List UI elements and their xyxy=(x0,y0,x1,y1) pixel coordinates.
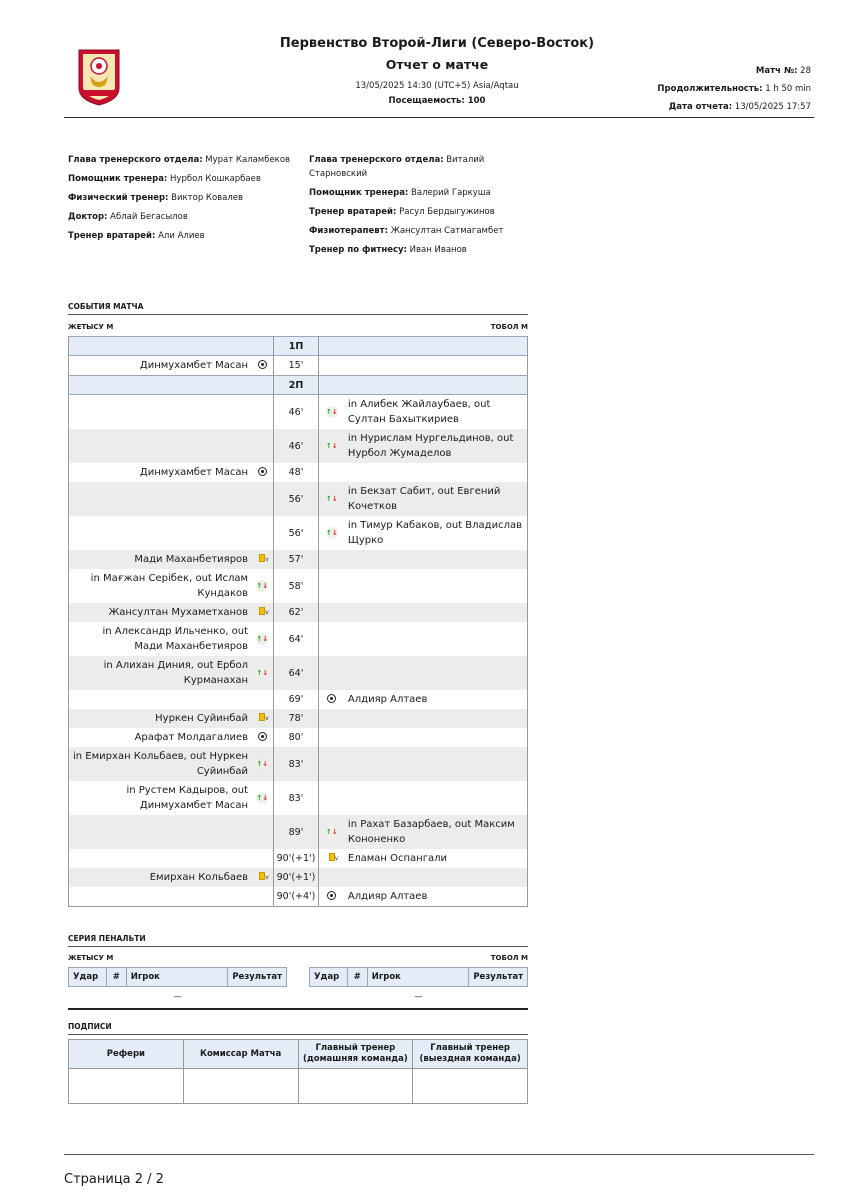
match-duration: Продолжительность: 1 h 50 min xyxy=(657,84,811,94)
event-row xyxy=(69,482,528,516)
event-away-text: Алдияр Алтаев xyxy=(347,891,428,902)
sig-commissioner-box[interactable] xyxy=(183,1069,298,1104)
event-away-icon xyxy=(319,482,344,516)
event-away-icon xyxy=(319,463,344,482)
event-away-icon xyxy=(319,690,344,709)
event-away-icon xyxy=(319,709,344,728)
event-away-text xyxy=(344,622,528,656)
event-home-icon xyxy=(252,728,273,747)
event-home-text: Нуркен Суйинбай xyxy=(69,709,253,728)
col-result: Результат xyxy=(228,968,287,987)
penalty-away-table xyxy=(309,967,528,1007)
goal-icon xyxy=(258,467,267,476)
events-team-row xyxy=(68,323,528,331)
substitution-icon: ↑↓ xyxy=(256,582,269,590)
staff-item: Тренер вратарей: Расул Бердыгужинов xyxy=(309,206,495,217)
staff-item: Глава тренерского отдела: Мурат Каламбеков xyxy=(68,154,291,165)
event-away-icon xyxy=(319,550,344,569)
event-minute: 69' xyxy=(273,690,319,709)
sig-home-coach-header: Главный тренер (домашняя команда) xyxy=(298,1040,413,1069)
event-row xyxy=(69,656,528,690)
event-home-text: Мади Маханбетияров xyxy=(69,550,253,569)
events-section-title: СОБЫТИЯ МАТЧА xyxy=(68,302,528,315)
col-number: # xyxy=(347,968,367,987)
event-home-text: Арафат Молдагалиев xyxy=(134,732,249,743)
event-minute: 89' xyxy=(273,815,319,849)
event-row xyxy=(69,622,528,656)
away-team-name: ТОБОЛ М xyxy=(490,323,528,331)
substitution-icon: ↑↓ xyxy=(325,408,338,416)
event-row xyxy=(69,356,528,376)
event-row xyxy=(69,395,528,430)
event-row xyxy=(69,569,528,603)
yellow-card-icon xyxy=(259,872,265,880)
yellow-card-icon xyxy=(259,713,265,721)
staff-item: Тренер вратарей: Али Алиев xyxy=(68,230,205,241)
event-home-icon xyxy=(252,781,273,815)
match-number: Матч №: 28 xyxy=(755,66,811,76)
event-away-text xyxy=(344,747,528,781)
event-row xyxy=(69,728,528,747)
event-minute: 83' xyxy=(273,747,319,781)
event-home-text xyxy=(69,429,253,463)
event-home-icon xyxy=(252,463,273,482)
event-home-text: in Александр Ильченко, out Мади Маханбетияров xyxy=(102,626,249,652)
yellow-card-icon xyxy=(259,554,265,562)
signatures-section-title: ПОДПИСИ xyxy=(68,1022,528,1035)
event-minute: 58' xyxy=(273,569,319,603)
event-minute: 15' xyxy=(273,356,319,376)
goal-icon xyxy=(327,694,336,703)
event-away-text: Еламан Оспангали xyxy=(347,853,447,864)
home-team-name: ЖЕТЫСУ М xyxy=(68,323,114,331)
event-away-text xyxy=(344,656,528,690)
signatures-table xyxy=(68,1039,528,1104)
event-home-icon xyxy=(252,569,273,603)
home-staff-list xyxy=(68,150,300,245)
penalty-team-row xyxy=(68,954,528,962)
report-header xyxy=(64,30,814,118)
staff-item: Помощник тренера: Нурбол Кошкарбаев xyxy=(68,173,261,184)
penalty-section-title: СЕРИЯ ПЕНАЛЬТИ xyxy=(68,934,528,947)
event-row xyxy=(69,887,528,907)
event-minute: 62' xyxy=(273,603,319,622)
period-row xyxy=(69,376,528,395)
event-home-icon xyxy=(252,849,273,868)
event-row xyxy=(69,429,528,463)
event-home-text: in Мағжан Серібек, out Ислам Кундаков xyxy=(90,573,249,599)
substitution-icon: ↑↓ xyxy=(325,495,338,503)
report-subtitle: Отчет о матче xyxy=(385,57,489,72)
substitution-icon: ↑↓ xyxy=(256,635,269,643)
col-kick: Удар xyxy=(69,968,107,987)
event-row xyxy=(69,709,528,728)
event-row xyxy=(69,815,528,849)
event-minute: 48' xyxy=(273,463,319,482)
event-home-text xyxy=(69,815,253,849)
attendance: Посещаемость: 100 xyxy=(388,96,486,106)
period-label: 1П xyxy=(273,337,319,356)
event-away-icon xyxy=(319,849,344,868)
away-staff-list xyxy=(309,150,524,259)
event-away-text xyxy=(344,356,528,376)
event-minute: 46' xyxy=(273,395,319,430)
event-home-icon xyxy=(252,747,273,781)
event-home-text: Динмухамбет Масан xyxy=(139,360,249,371)
period-row xyxy=(69,337,528,356)
event-away-text: in Алибек Жайлаубаев, out Султан Бахыткириев xyxy=(347,399,491,425)
sig-referee-header: Рефери xyxy=(69,1040,184,1069)
staff-item: Физический тренер: Виктор Ковалев xyxy=(68,192,244,203)
tournament-title: Первенство Второй-Лиги (Северо-Восток) xyxy=(279,36,595,51)
col-number: # xyxy=(106,968,126,987)
event-away-icon xyxy=(319,868,344,887)
event-away-icon xyxy=(319,603,344,622)
event-home-icon xyxy=(252,709,273,728)
goal-icon xyxy=(258,360,267,369)
staff-item: Физиотерапевт: Жансултан Сатмагамбет xyxy=(309,225,504,236)
staff-item: Тренер по фитнесу: Иван Иванов xyxy=(309,244,467,255)
event-home-text: Жансултан Мухаметханов xyxy=(69,603,253,622)
events-table xyxy=(68,336,528,907)
event-home-icon xyxy=(252,656,273,690)
yellow-card-icon xyxy=(329,853,335,861)
event-away-text: in Нурислам Нургельдинов, out Нурбол Жумаделов xyxy=(344,429,528,463)
goal-icon xyxy=(327,891,336,900)
page-number: Страница 2 / 2 xyxy=(64,1172,164,1187)
event-away-icon xyxy=(319,781,344,815)
event-minute: 90'(+1') xyxy=(273,849,319,868)
substitution-icon: ↑↓ xyxy=(256,760,269,768)
col-player: Игрок xyxy=(367,968,469,987)
sig-away-coach-box[interactable] xyxy=(413,1069,528,1104)
event-home-icon xyxy=(252,690,273,709)
event-away-icon xyxy=(319,887,344,907)
event-home-text: in Рустем Кадыров, out Динмухамбет Масан xyxy=(126,785,249,811)
event-minute: 80' xyxy=(273,728,319,747)
event-away-text xyxy=(344,781,528,815)
event-away-icon xyxy=(319,815,344,849)
col-player: Игрок xyxy=(126,968,228,987)
event-home-icon xyxy=(252,887,273,907)
staff-item: Доктор: Аблай Бегасылов xyxy=(68,211,188,222)
event-away-text xyxy=(344,868,528,887)
event-home-text: in Емирхан Кольбаев, out Нуркен Суйинбай xyxy=(69,747,253,781)
event-home-icon xyxy=(252,516,273,550)
col-kick: Удар xyxy=(310,968,348,987)
event-minute: 64' xyxy=(273,656,319,690)
event-row xyxy=(69,690,528,709)
event-row xyxy=(69,868,528,887)
event-home-icon xyxy=(252,550,273,569)
event-away-icon xyxy=(319,622,344,656)
event-home-text xyxy=(69,849,253,868)
event-away-text xyxy=(344,569,528,603)
event-away-text xyxy=(344,728,528,747)
event-away-text xyxy=(344,463,528,482)
sig-referee-box[interactable] xyxy=(69,1069,184,1104)
event-row xyxy=(69,747,528,781)
event-minute: 56' xyxy=(273,516,319,550)
event-home-icon xyxy=(252,622,273,656)
period-label: 2П xyxy=(273,376,319,395)
penalty-away-team: ТОБОЛ М xyxy=(490,954,528,962)
substitution-icon: ↑↓ xyxy=(325,828,338,836)
event-away-icon xyxy=(319,429,344,463)
event-away-icon xyxy=(319,516,344,550)
event-away-text xyxy=(344,709,528,728)
event-away-text: Алдияр Алтаев xyxy=(347,694,428,705)
sig-away-coach-header: Главный тренер (выездная команда) xyxy=(413,1040,528,1069)
event-minute: 46' xyxy=(273,429,319,463)
header-center xyxy=(214,34,660,108)
event-home-text xyxy=(69,516,253,550)
event-home-icon xyxy=(252,482,273,516)
event-home-text xyxy=(69,395,253,430)
event-home-icon xyxy=(252,429,273,463)
penalty-divider xyxy=(68,1008,528,1010)
footer-divider xyxy=(64,1154,814,1155)
event-away-icon xyxy=(319,356,344,376)
event-row xyxy=(69,516,528,550)
event-home-icon xyxy=(252,815,273,849)
event-home-text: Динмухамбет Масан xyxy=(139,467,249,478)
event-home-text: in Алихан Диния, out Ербол Курманахан xyxy=(69,656,253,690)
event-away-icon xyxy=(319,728,344,747)
event-minute: 78' xyxy=(273,709,319,728)
event-home-text xyxy=(69,887,253,907)
penalty-home-table xyxy=(68,967,287,1007)
event-away-text: in Рахат Базарбаев, out Максим Кононенко xyxy=(344,815,528,849)
substitution-icon: ↑↓ xyxy=(325,442,338,450)
penalty-home-team: ЖЕТЫСУ М xyxy=(68,954,114,962)
event-home-icon xyxy=(252,356,273,376)
sig-home-coach-box[interactable] xyxy=(298,1069,413,1104)
event-row xyxy=(69,603,528,622)
staff-item: Глава тренерского отдела: Виталий Старновский xyxy=(309,154,485,179)
event-away-text: in Тимур Кабаков, out Владислав Щурко xyxy=(347,520,523,546)
sig-commissioner-header: Комиссар Матча xyxy=(183,1040,298,1069)
event-row xyxy=(69,550,528,569)
event-minute: 83' xyxy=(273,781,319,815)
event-home-icon xyxy=(252,603,273,622)
substitution-icon: ↑↓ xyxy=(256,794,269,802)
event-home-text: Емирхан Кольбаев xyxy=(69,868,253,887)
event-row xyxy=(69,849,528,868)
event-row xyxy=(69,781,528,815)
penalty-home-empty: — xyxy=(173,992,182,1002)
event-away-text xyxy=(344,603,528,622)
header-meta xyxy=(657,62,811,116)
event-minute: 90'(+1') xyxy=(273,868,319,887)
event-row xyxy=(69,463,528,482)
event-away-icon xyxy=(319,747,344,781)
substitution-icon: ↑↓ xyxy=(325,529,338,537)
goal-icon xyxy=(258,732,267,741)
event-away-icon xyxy=(319,569,344,603)
event-minute: 57' xyxy=(273,550,319,569)
report-date: Дата отчета: 13/05/2025 17:57 xyxy=(668,102,811,112)
event-minute: 90'(+4') xyxy=(273,887,319,907)
event-home-text xyxy=(69,482,253,516)
staff-item: Помощник тренера: Валерий Гаркуша xyxy=(309,187,491,198)
event-minute: 64' xyxy=(273,622,319,656)
event-minute: 56' xyxy=(273,482,319,516)
federation-logo xyxy=(76,48,122,106)
event-away-icon xyxy=(319,656,344,690)
event-home-icon xyxy=(252,868,273,887)
event-home-text xyxy=(69,690,253,709)
penalty-away-empty: — xyxy=(414,992,423,1002)
event-away-icon xyxy=(319,395,344,430)
event-home-icon xyxy=(252,395,273,430)
match-datetime: 13/05/2025 14:30 (UTC+5) Asia/Aqtau xyxy=(355,81,519,91)
col-result: Результат xyxy=(469,968,528,987)
substitution-icon: ↑↓ xyxy=(256,669,269,677)
event-away-text xyxy=(344,550,528,569)
event-away-text: in Бекзат Сабит, out Евгений Кочетков xyxy=(344,482,528,516)
yellow-card-icon xyxy=(259,607,265,615)
